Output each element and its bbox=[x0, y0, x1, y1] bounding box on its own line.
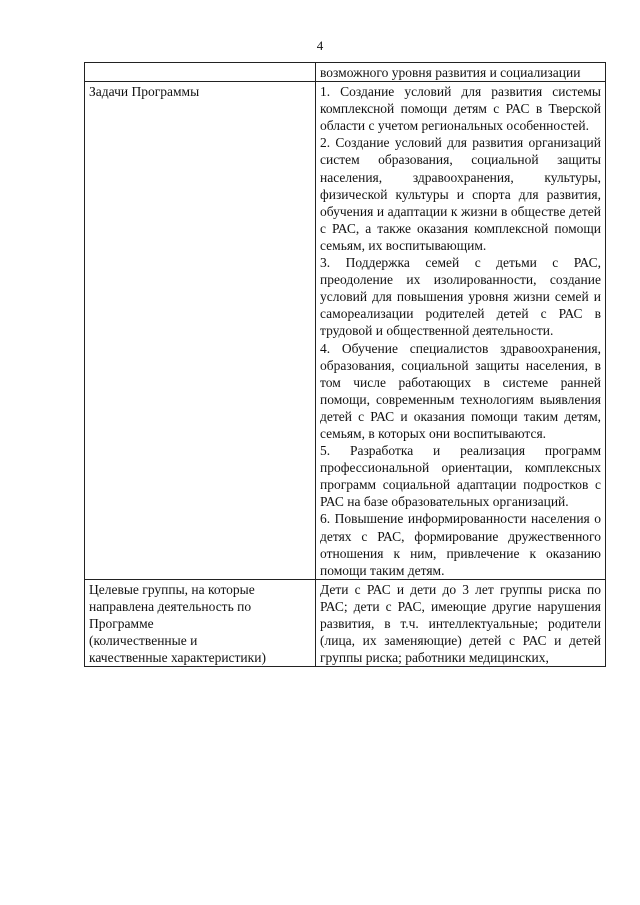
task-item-5: 5. Разработка и реализация программ профессиональной ориентации, комплексных программ социальной адаптации подростков с РАС на базе образовательных организаций. bbox=[320, 443, 601, 510]
row-label-target-groups bbox=[85, 579, 316, 666]
page-number: 4 bbox=[316, 38, 324, 53]
task-item-3: 3. Поддержка семей с детьми с РАС, преодоление их изолированности, создание условий для повышения уровня жизни семей и самореализации родителей детей с РАС в трудовой и общественной деятельности. bbox=[320, 255, 601, 339]
table-row bbox=[85, 579, 606, 666]
table-row bbox=[85, 63, 606, 82]
label-line: Целевые группы, на которые bbox=[89, 581, 255, 597]
task-item-2: 2. Создание условий для развития организаций систем образования, социальной защиты населения, здравоохранения, культуры, физической культуры и спорта для развития, обучения и адаптации к жизни в обществе детей с РАС, а также оказания комплексной помощи семьям, их воспитывающим. bbox=[320, 135, 601, 253]
label-line: качественные характеристики) bbox=[89, 650, 266, 666]
row-content-continuation bbox=[316, 63, 606, 82]
content-paragraph: Дети с РАС и дети до 3 лет группы риска по РАС; дети с РАС, имеющие другие нарушения развития, в т.ч. интеллектуальные; родители (лица, их заменяющие) детей с РАС и детей группы риска; работники медицинских, bbox=[320, 581, 601, 666]
row-content-target-groups bbox=[316, 579, 606, 666]
table-row bbox=[85, 82, 606, 580]
task-item-4: 4. Обучение специалистов здравоохранения, образования, социальной защиты населения, в том числе работающих в системе ранней помощи, современным технологиям выявления детей с РАС и оказания помощи таким детям, семьям, в которых они воспитываются. bbox=[320, 340, 601, 441]
tasks-list bbox=[316, 82, 606, 580]
row-label-tasks: Задачи Программы bbox=[85, 82, 316, 580]
row-label-empty bbox=[85, 63, 316, 82]
program-passport-table bbox=[84, 62, 606, 667]
task-item-1: 1. Создание условий для развития системы комплексной помощи детям с РАС в Тверской области с учетом региональных особенностей. bbox=[320, 84, 601, 134]
label-line: (количественные и bbox=[89, 633, 198, 649]
label-line: Программе bbox=[89, 616, 154, 631]
task-item-6: 6. Повышение информированности населения о детях с РАС, формирование дружественного отношения к ним, привлечение к оказанию помощи таким детям. bbox=[320, 511, 601, 578]
label-line: направлена деятельность по bbox=[89, 598, 252, 614]
content-paragraph: возможного уровня развития и социализации bbox=[320, 65, 581, 80]
